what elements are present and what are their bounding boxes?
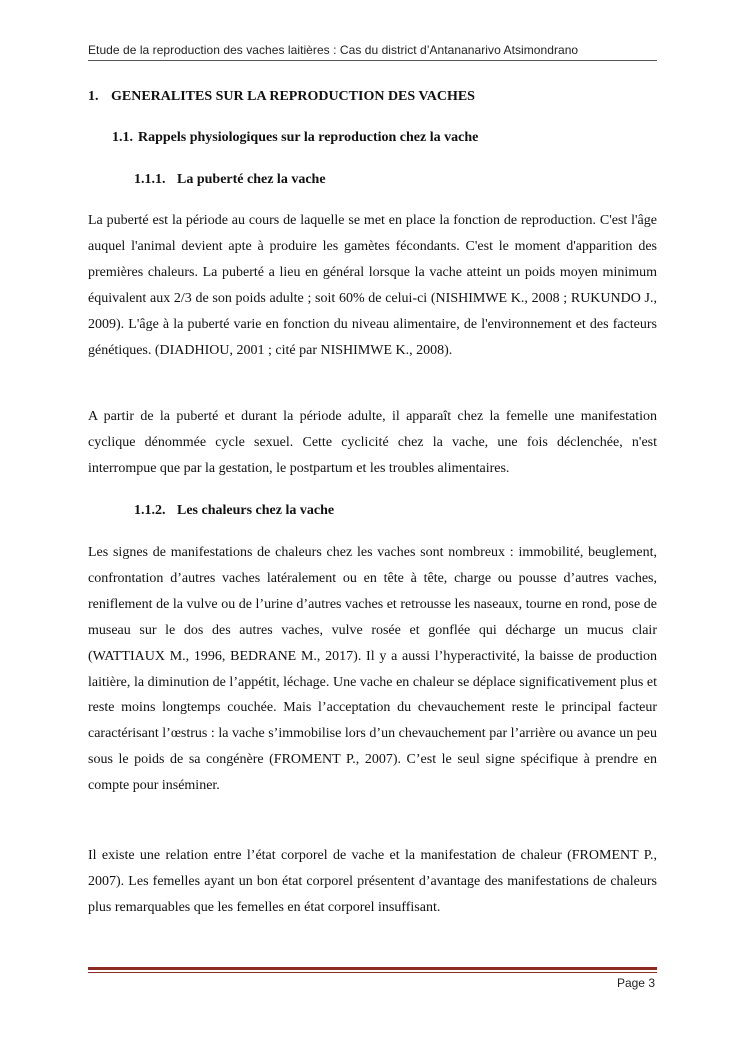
section-title: GENERALITES SUR LA REPRODUCTION DES VACHES [111,89,475,104]
footer-divider-thin [88,972,657,973]
section-heading-1-1-1 [134,172,326,188]
section-title: La puberté chez la vache [177,172,326,187]
section-number: 1.1.2. [134,503,166,518]
section-number: 1.1. [112,130,133,145]
section-title: Rappels physiologiques sur la reproduction chez la vache [138,130,479,145]
header-divider [88,60,657,61]
page-number: Page 3 [616,976,655,990]
running-header: Etude de la reproduction des vaches laitières : Cas du district d’Antananarivo Atsimondrano [88,43,579,57]
section-heading-1-1-2 [134,503,334,519]
section-heading-1-1 [112,130,478,146]
section-heading-1 [88,89,657,105]
section-title: Les chaleurs chez la vache [177,503,335,518]
paragraph-puberty: La puberté est la période au cours de laquelle se met en place la fonction de reproduction. C'est l'âge auquel l'animal devient apte à produire les gamètes fécondants. C'est le moment d'apparition des premières chaleurs. La puberté a lieu en général lorsque la vache atteint un poids moyen minimum équivalent aux 2/3 de son poids adulte ; soit 60% de celui-ci (NISHIMWE K., 2008 ; RUKUNDO J., 2009). L'âge à la puberté varie en fonction du niveau alimentaire, de l'environnement et des facteurs génétiques. (DIADHIOU, 2001 ; cité par NISHIMWE K., 2008). [88,213,657,358]
paragraph-heat-signs: Les signes de manifestations de chaleurs chez les vaches sont nombreux : immobilité, beuglement, confrontation d’autres vaches latéralement ou en tête à tête, charge ou pousse d’autres vaches, reniflement de la vulve ou de l’urine d’autres vaches et retrousse les naseaux, tourne en rond, pose de museau sur le dos des autres vaches, vulve rosée et gonflée qui décharge un mucus clair (WATTIAUX M., 1996, BEDRANE M., 2017). Il y a aussi l’hyperactivité, la baisse de production laitière, la diminution de l’appétit, léchage. Une vache en chaleur se déplace significativement plus et reste moins longtemps couchée. Mais l’acceptation du chevauchement reste le principal facteur caractérisant l’œstrus : la vache s’immobilise lors d’un chevauchement par l’arrière ou avance un peu sous le poids de sa congénère (FROMENT P., 2007). C’est le seul signe spécifique à prendre en compte pour inséminer. [88,545,657,794]
section-number: 1. [88,89,99,104]
paragraph-body-condition: Il existe une relation entre l’état corporel de vache et la manifestation de chaleur (FROMENT P., 2007). Les femelles ayant un bon état corporel présentent d’avantage des manifestations de chaleurs plus remarquables que les femelles en état corporel insuffisant. [88,848,657,915]
footer-divider-thick [88,967,657,970]
paragraph-sexual-cycle: A partir de la puberté et durant la période adulte, il apparaît chez la femelle une manifestation cyclique dénommée cycle sexuel. Cette cyclicité chez la vache, une fois déclenchée, n'est interrompue que par la gestation, le postpartum et les troubles alimentaires. [88,409,657,476]
section-number: 1.1.1. [134,172,166,187]
